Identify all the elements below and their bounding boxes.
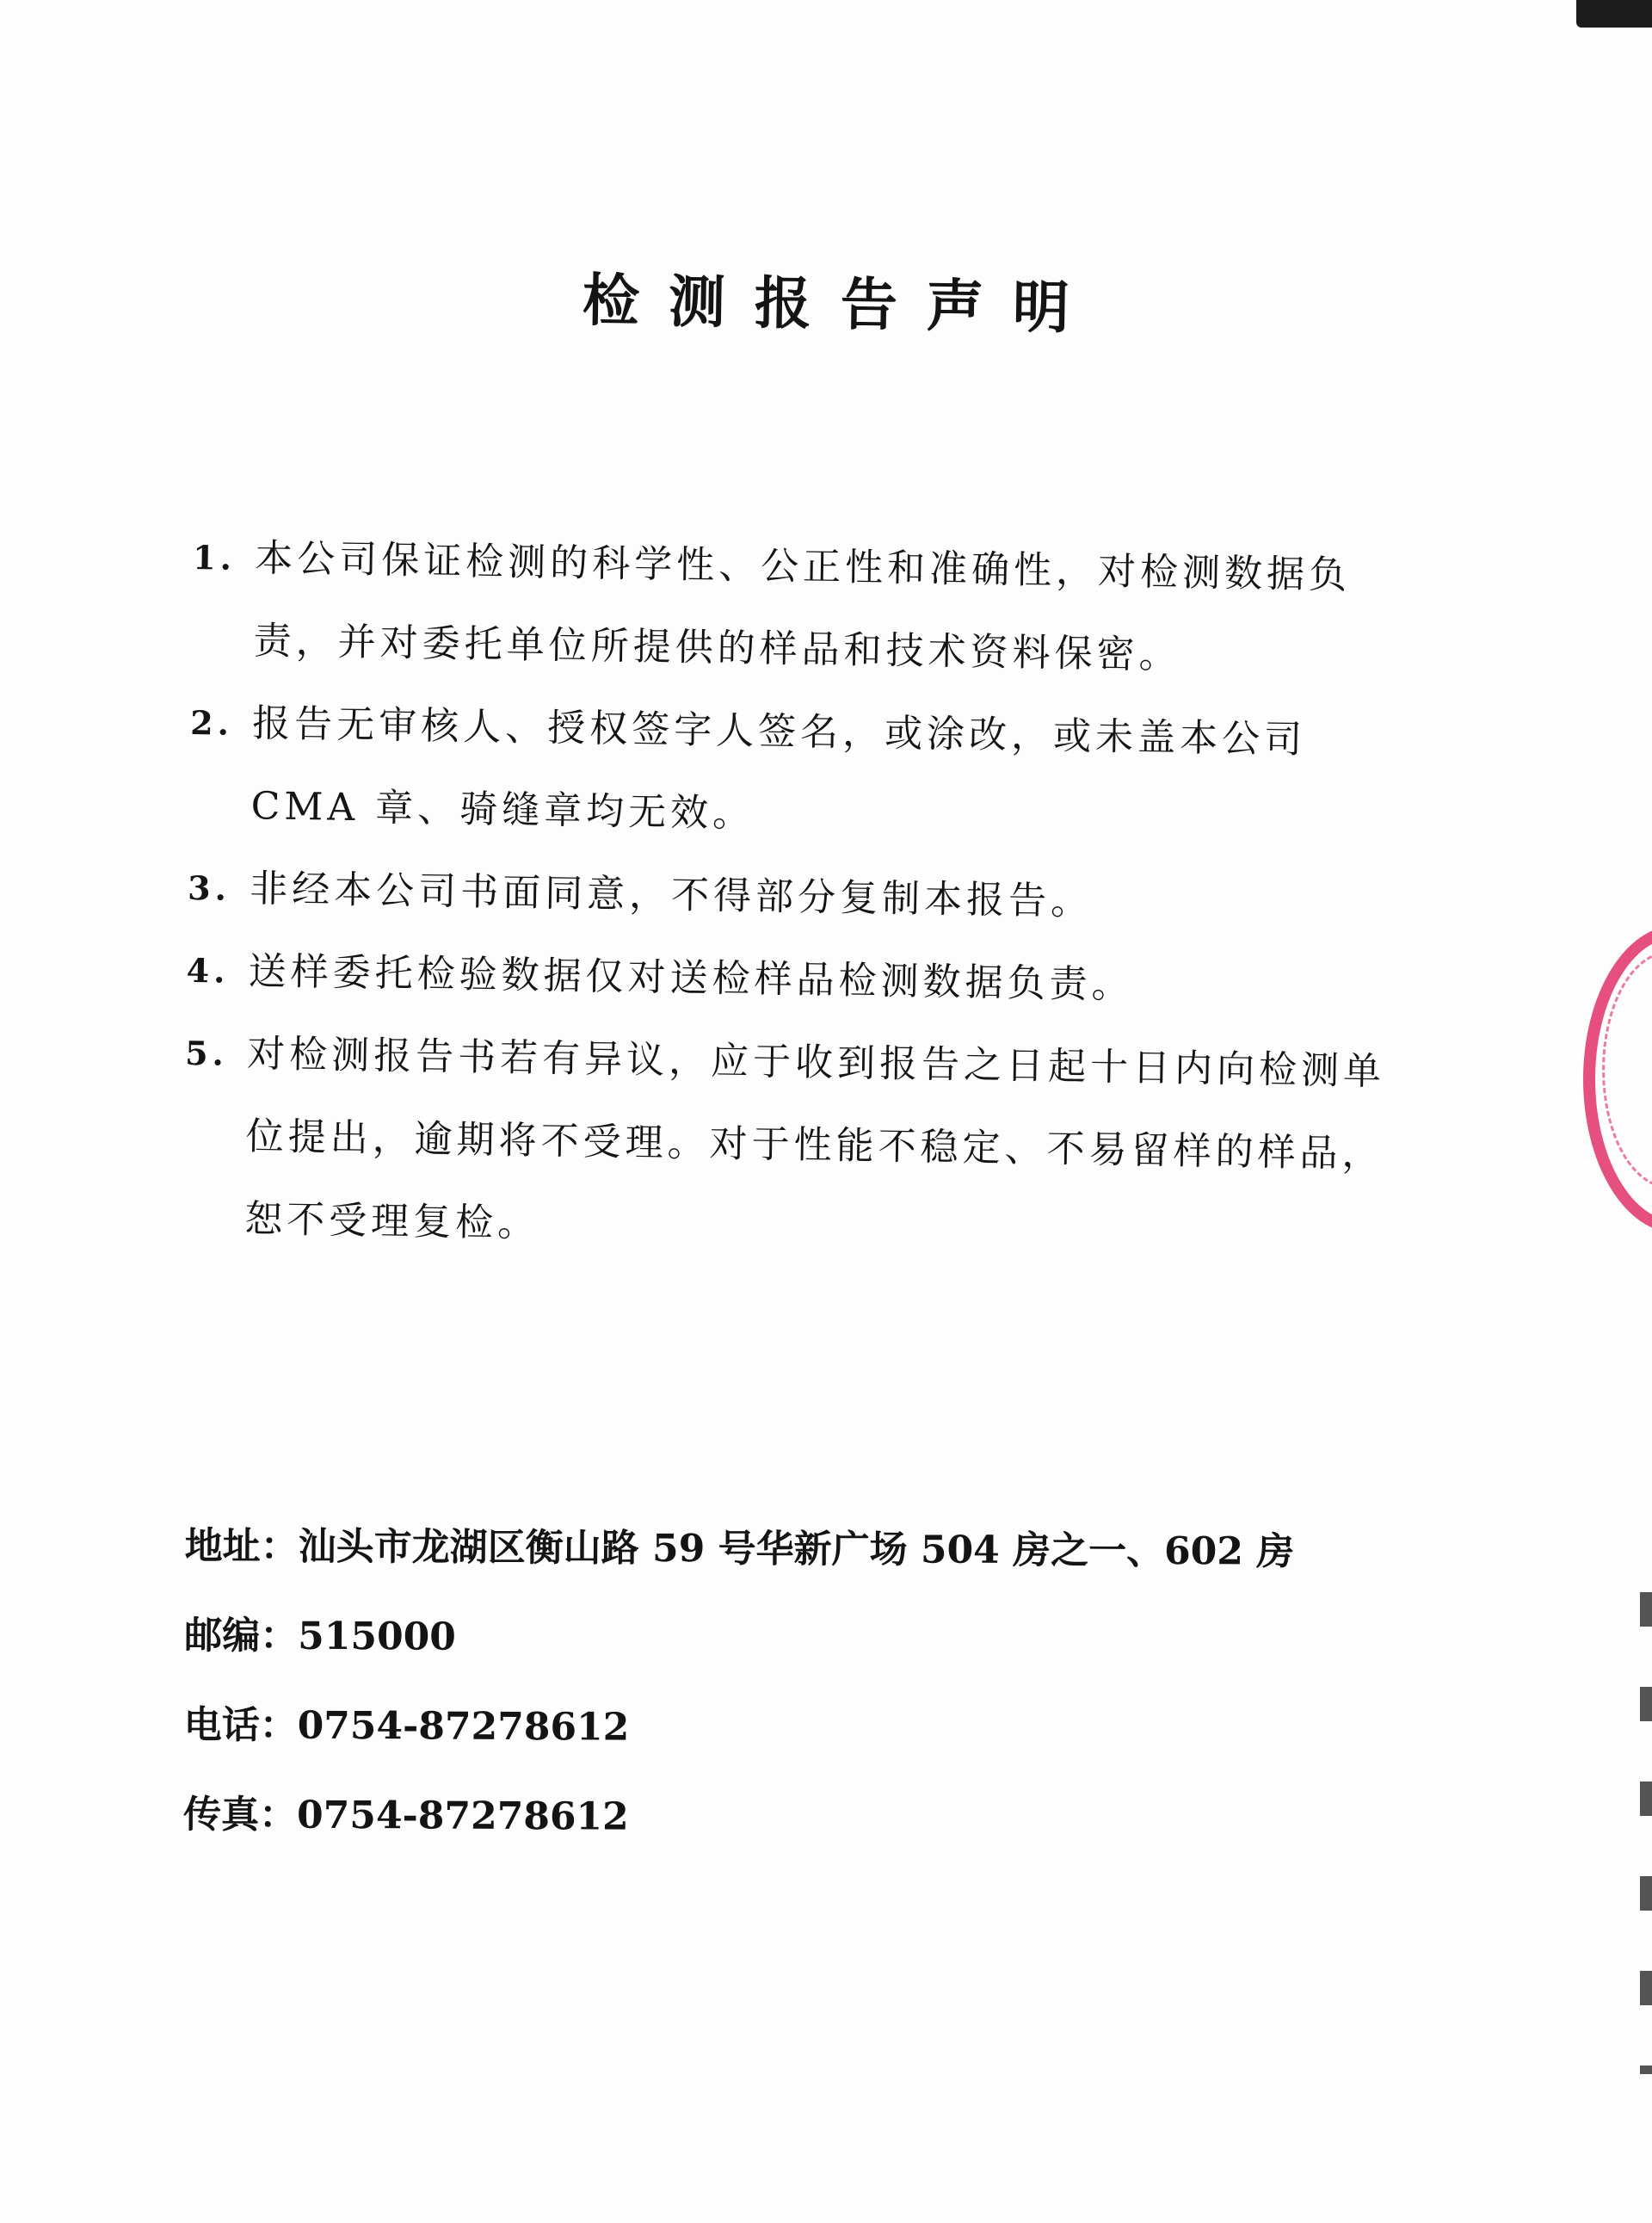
clause-number: 1. <box>192 537 237 577</box>
contact-postcode: 邮编：515000 <box>184 1613 457 1659</box>
clause-item <box>188 682 1413 866</box>
clause-number: 2. <box>189 702 234 743</box>
clause-item <box>191 516 1415 701</box>
clause-text: 送样委托检验数据仅对送检样品检测数据负责。 <box>248 949 1134 1008</box>
scan-edge-marks <box>1640 1592 1652 2074</box>
contact-address: 地址：汕头市龙湖区衡山路 59 号华新广场 504 房之一、602 房 <box>184 1523 1295 1574</box>
document-title: 检测报告声明 <box>582 266 1100 342</box>
clause-number: 4. <box>186 950 230 991</box>
contact-fax: 传真：0754-87278612 <box>182 1792 629 1839</box>
scan-corner-shadow <box>1576 0 1652 28</box>
clause-number: 5. <box>184 1033 229 1073</box>
clause-item <box>182 1012 1407 1279</box>
clause-text: 本公司保证检测的科学性、公正性和准确性，对检测数据负责，并对委托单位所提供的样品和技术资料保密。 <box>253 536 1352 678</box>
contact-phone: 电话：0754-87278612 <box>183 1702 630 1750</box>
clause-text: 报告无审核人、授权签字人签名，或涂改，或未盖本公司 CMA 章、骑缝章均无效。 <box>250 701 1307 837</box>
clause-list <box>182 516 1415 1279</box>
clause-text: 非经本公司书面同意，不得部分复制本报告。 <box>249 867 1094 924</box>
clause-text: 对检测报告书若有异议，应于收到报告之日起十日内向检测单位提出，逾期将不受理。对于性能不稳定、不易留样的样品，恕不受理复检。 <box>243 1032 1386 1246</box>
clause-number: 3. <box>187 868 231 908</box>
contact-block <box>183 1502 1304 1866</box>
